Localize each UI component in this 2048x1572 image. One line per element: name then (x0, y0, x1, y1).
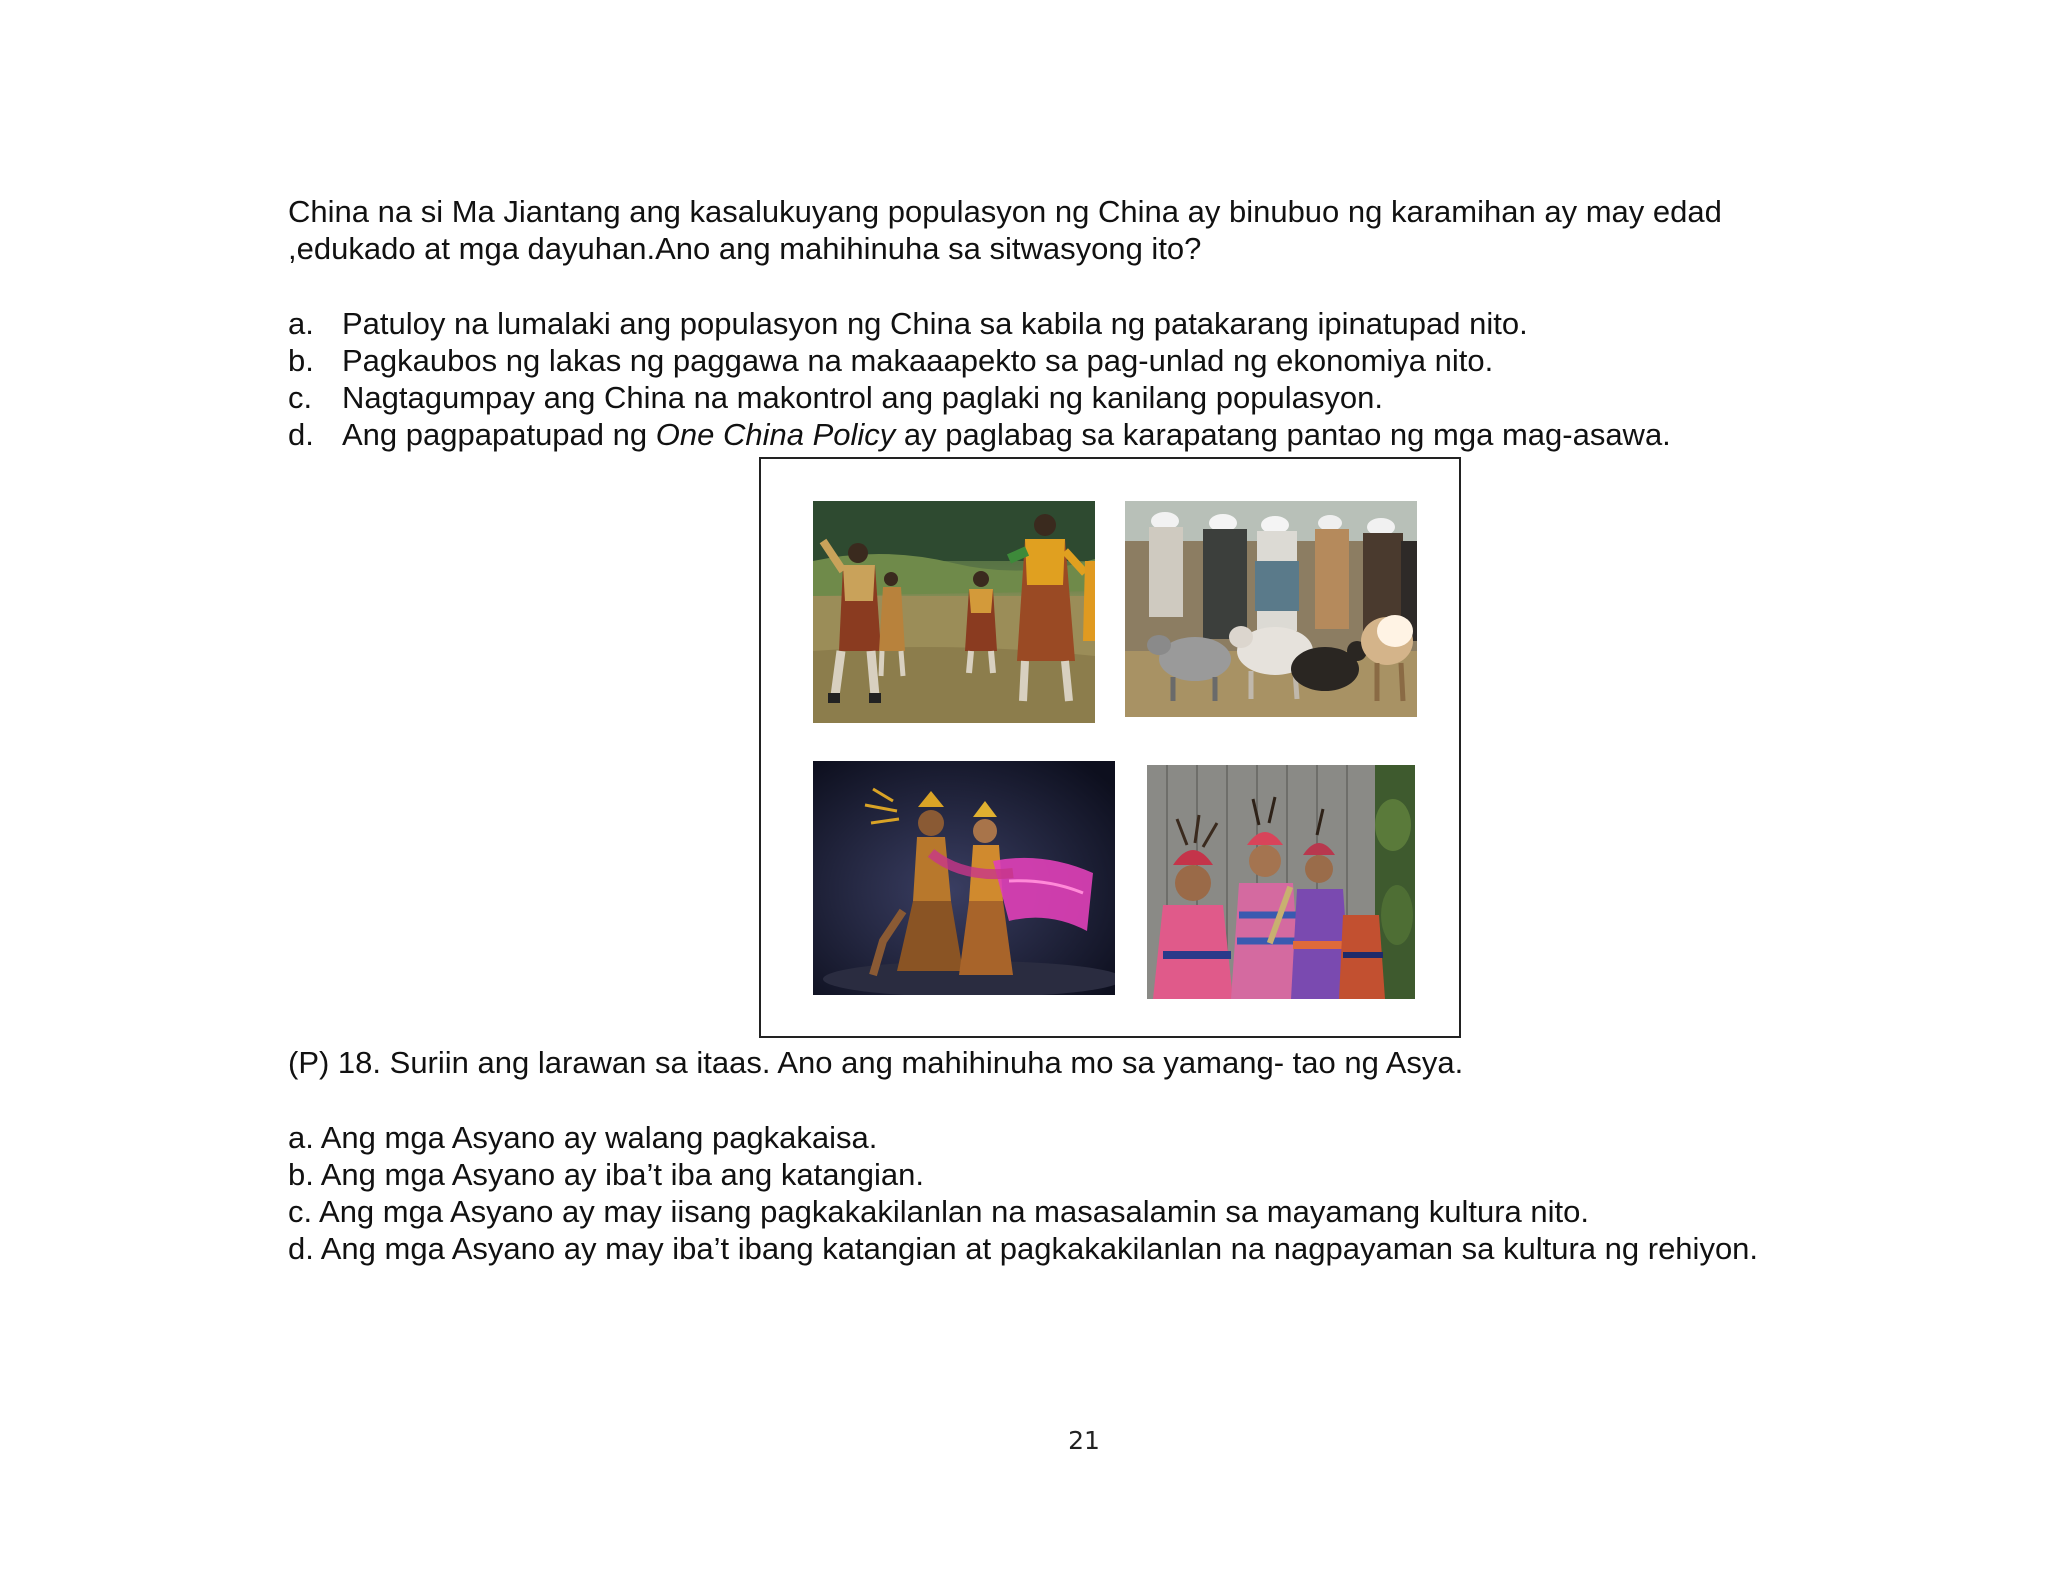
bhutanese-dancers-photo (813, 501, 1095, 723)
option-a (288, 305, 1888, 342)
option-text-before: Ang pagpapatupad ng (342, 417, 656, 452)
option-a: a. Ang mga Asyano ay walang pagkakaisa. (288, 1120, 878, 1155)
option-text: Pagkaubos ng lakas ng paggawa na makaaapekto sa pag-unlad ng ekonomiya nito. (342, 343, 1494, 378)
bhutanese-dancers-icon (813, 501, 1095, 723)
option-d (288, 416, 1888, 453)
option-c (288, 379, 1888, 416)
indigenous-elders-headdress-icon (1147, 765, 1415, 999)
traditional-costume-dancers-photo (813, 761, 1115, 995)
option-text (342, 416, 1671, 453)
indigenous-elders-headdress-photo (1147, 765, 1415, 999)
option-text-after: ay paglabag sa karapatang pantao ng mga mag-asawa. (895, 417, 1671, 452)
market-livestock-crowd-photo (1125, 501, 1417, 717)
option-text: Patuloy na lumalaki ang populasyon ng China sa kabila ng patakarang ipinatupad nito. (342, 306, 1528, 341)
option-letter: b. (288, 343, 314, 378)
question-17-continuation (288, 193, 1868, 267)
option-b (288, 342, 1888, 379)
option-c: c. Ang mga Asyano ay may iisang pagkakakilanlan na masasalamin sa mayamang kultura nito. (288, 1194, 1589, 1229)
option-d: d. Ang mga Asyano ay may iba’t ibang katangian at pagkakakilanlan na nagpayaman sa kultura ng rehiyon. (288, 1231, 1759, 1266)
question-17-options (288, 305, 1888, 453)
traditional-costume-dancers-icon (813, 761, 1115, 995)
question-18-prompt: (P) 18. Suriin ang larawan sa itaas. Ano ang mahihinuha mo sa yamang- tao ng Asya. (288, 1045, 1464, 1080)
question-18-options (288, 1119, 1908, 1267)
option-letter: a. (288, 306, 314, 341)
option-letter: c. (288, 380, 313, 415)
option-letter: d. (288, 417, 314, 452)
asian-people-figure (759, 457, 1461, 1038)
option-text: Nagtagumpay ang China na makontrol ang paglaki ng kanilang populasyon. (342, 380, 1383, 415)
question-17-line-2: ,edukado at mga dayuhan.Ano ang mahihinuha sa sitwasyong ito? (288, 231, 1202, 266)
option-text-italic: One China Policy (655, 417, 896, 452)
page-number: 21 (1068, 1426, 1100, 1455)
market-livestock-crowd-icon (1125, 501, 1417, 717)
option-b: b. Ang mga Asyano ay iba’t iba ang katangian. (288, 1157, 924, 1192)
question-17-line-1: China na si Ma Jiantang ang kasalukuyang populasyon ng China ay binubuo ng karamihan ay may edad (288, 194, 1722, 229)
